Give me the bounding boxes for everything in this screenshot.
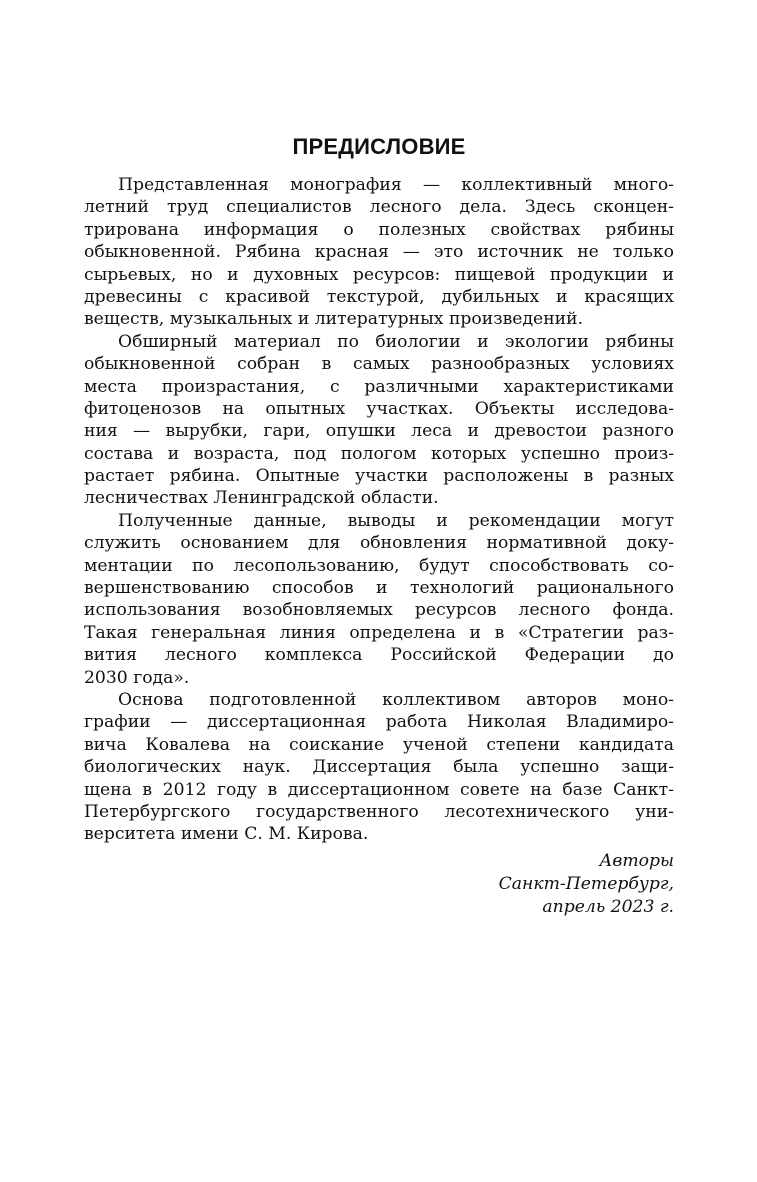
text-line: сырьевых, но и духовных ресурсов: пищевой продукции и xyxy=(84,264,674,285)
signature-authors: Авторы xyxy=(599,851,674,871)
text-line: ния — вырубки, гари, опушки леса и древостои разного xyxy=(84,421,674,442)
text-line: места произрастания, с различными характеристиками xyxy=(84,376,674,397)
text-line: Обширный материал по биологии и экологии рябины xyxy=(118,331,674,352)
paragraph-1 xyxy=(84,174,674,331)
text-line: биологических наук. Диссертация была успешно защи- xyxy=(84,757,674,778)
signature-city: Санкт-Петербург, xyxy=(498,874,674,894)
text-line: 2030 года». xyxy=(84,667,190,688)
text-line: вершенствованию способов и технологий рационального xyxy=(84,578,674,599)
text-line: Такая генеральная линия определена и в «Стратегии раз- xyxy=(84,622,674,643)
page-title: ПРЕДИСЛОВИЕ xyxy=(292,134,466,159)
text-line: обыкновенной собран в самых разнообразных условиях xyxy=(84,354,674,375)
text-line: растает рябина. Опытные участки расположены в разных xyxy=(84,466,674,487)
text-line: использования возобновляемых ресурсов лесного фонда. xyxy=(84,600,674,621)
text-line: обыкновенной. Рябина красная — это источник не только xyxy=(84,242,674,263)
text-line: щена в 2012 году в диссертационном совете на базе Санкт- xyxy=(84,779,674,800)
paragraph-4 xyxy=(84,689,674,846)
text-line: летний труд специалистов лесного дела. Здесь сконцен- xyxy=(84,197,674,218)
signature-block xyxy=(499,850,674,919)
text-line: Петербургского государственного лесотехнического уни- xyxy=(84,801,674,822)
paragraph-3 xyxy=(84,510,674,689)
text-line: трирована информация о полезных свойствах рябины xyxy=(84,219,674,240)
text-line: Полученные данные, выводы и рекомендации могут xyxy=(118,510,674,531)
text-line: Представленная монография — коллективный много- xyxy=(118,175,674,195)
text-line: фитоценозов на опытных участках. Объекты исследова- xyxy=(84,398,674,419)
body-text xyxy=(84,174,674,846)
text-line: служить основанием для обновления нормативной доку- xyxy=(84,533,674,554)
text-line: Основа подготовленной коллективом авторов моно- xyxy=(118,689,674,710)
text-line: графии — диссертационная работа Николая Владимиро- xyxy=(84,712,674,733)
text-line: древесины с красивой текстурой, дубильных и красящих xyxy=(84,286,674,307)
signature-date: апрель 2023 г. xyxy=(542,897,674,917)
text-line: лесничествах Ленинградской области. xyxy=(84,488,439,509)
text-line: ментации по лесопользованию, будут способствовать со- xyxy=(84,555,674,576)
text-line: вития лесного комплекса Российской Федерации до xyxy=(84,645,674,666)
text-line: состава и возраста, под пологом которых успешно произ- xyxy=(84,443,674,464)
text-line: вича Ковалева на соискание ученой степени кандидата xyxy=(84,734,674,755)
text-line: верситета имени С. М. Кирова. xyxy=(84,824,369,845)
paragraph-2 xyxy=(84,331,674,510)
text-line: веществ, музыкальных и литературных произведений. xyxy=(84,309,584,330)
